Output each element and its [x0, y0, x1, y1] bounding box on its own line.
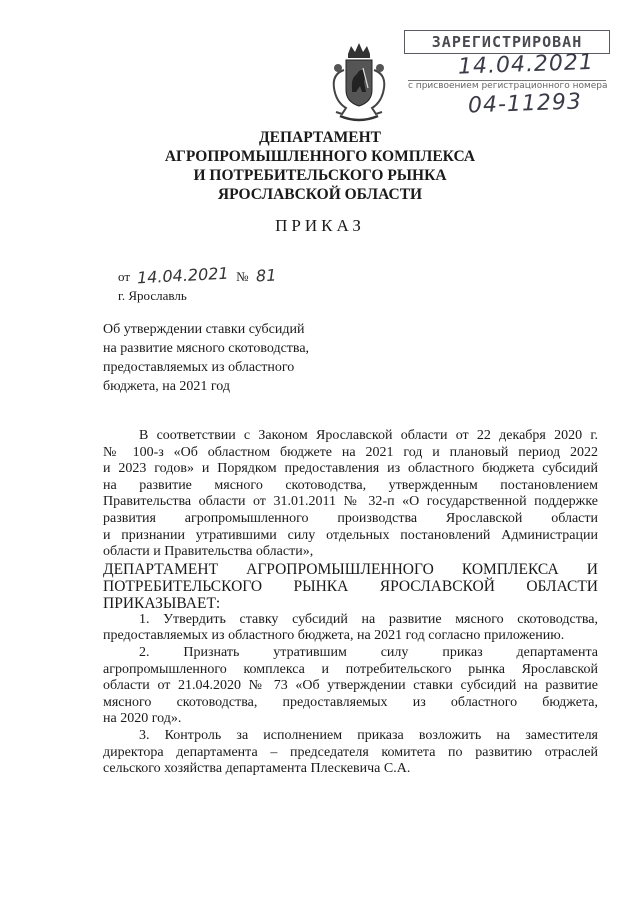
department-line: АГРОПРОМЫШЛЕННОГО КОМПЛЕКСА: [164, 148, 476, 165]
item-line: на 2020 год».: [103, 711, 182, 727]
item-line: 2. Признать утратившим силу приказ департамента: [139, 644, 598, 660]
document-type: ПРИКАЗ: [275, 216, 365, 235]
preamble-line: В соответствии с Законом Ярославской области от 22 декабря 2020 г.: [139, 428, 598, 443]
preamble-line: Правительства области от 31.01.2011 № 32-п «О государственной поддержке: [103, 494, 598, 510]
preamble-line: и 2023 годов» и Порядком предоставления из областного бюджета субсидий: [103, 461, 598, 477]
preamble-line: области и Правительства области»,: [103, 544, 314, 560]
item-line: сельского хозяйства департамента Плескевича С.А.: [103, 761, 411, 777]
order-date-row: [118, 263, 280, 288]
item-line: предоставляемых из областного бюджета, на 2021 год согласно приложению.: [103, 628, 565, 644]
department-line: И ПОТРЕБИТЕЛЬСКОГО РЫНКА: [193, 167, 447, 184]
preamble-line: и признании утратившими силу отдельных постановлений Администрации: [103, 527, 598, 543]
yaroslavl-coat-of-arms-icon: [318, 40, 400, 126]
subject-line: предоставляемых из областного: [103, 360, 295, 375]
orders-heading-line: ПОТРЕБИТЕЛЬСКОГО РЫНКА ЯРОСЛАВСКОЙ ОБЛАСТИ: [103, 577, 598, 595]
item-line: агропромышленного комплекса и потребительского рынка Ярославской: [103, 661, 598, 677]
order-city: г. Ярославль: [118, 288, 187, 303]
registration-stamp: [398, 28, 612, 119]
subject-line: на развитие мясного скотоводства,: [103, 341, 310, 356]
subject-line: бюджета, на 2021 год: [103, 379, 231, 394]
stamp-title: ЗАРЕГИСТРИРОВАН: [404, 30, 610, 54]
department-line: ЯРОСЛАВСКОЙ ОБЛАСТИ: [217, 186, 423, 203]
order-subject: [103, 320, 363, 396]
order-date: 14.04.2021: [136, 263, 230, 288]
preamble-line: № 100-з «Об областном бюджете на 2021 год и плановый период 2022: [103, 444, 598, 460]
item-line: мясного скотоводства, предоставляемых из областного бюджета,: [103, 694, 598, 710]
department-heading: [0, 128, 640, 204]
order-body: [103, 428, 598, 778]
item-line: 1. Утвердить ставку субсидий на развитие мясного скотоводства,: [139, 611, 598, 627]
item-line: директора департамента – председателя комитета по развитию отраслей: [103, 744, 598, 760]
orders-heading-line: ПРИКАЗЫВАЕТ:: [103, 594, 221, 612]
number-sign: №: [236, 269, 249, 284]
date-prefix: от: [118, 269, 131, 284]
stamp-number: 04-11293: [467, 89, 583, 119]
preamble-line: развития агропромышленного производства Ярославской области: [103, 510, 598, 526]
order-number: 81: [255, 265, 277, 286]
stamp-date: 14.04.2021: [457, 49, 595, 80]
stamp-subtitle: с присвоением регистрационного номера: [408, 81, 608, 91]
preamble-line: на развитие мясного скотоводства, утвержденным постановлением: [103, 477, 598, 493]
item-line: 3. Контроль за исполнением приказа возложить на заместителя: [139, 727, 598, 743]
department-line: ДЕПАРТАМЕНТ: [258, 129, 382, 146]
subject-line: Об утверждении ставки субсидий: [103, 322, 305, 337]
item-line: области от 21.04.2020 № 73 «Об утверждении ставки субсидий на развитие: [103, 678, 598, 694]
orders-heading-line: ДЕПАРТАМЕНТ АГРОПРОМЫШЛЕННОГО КОМПЛЕКСА И: [103, 560, 598, 578]
